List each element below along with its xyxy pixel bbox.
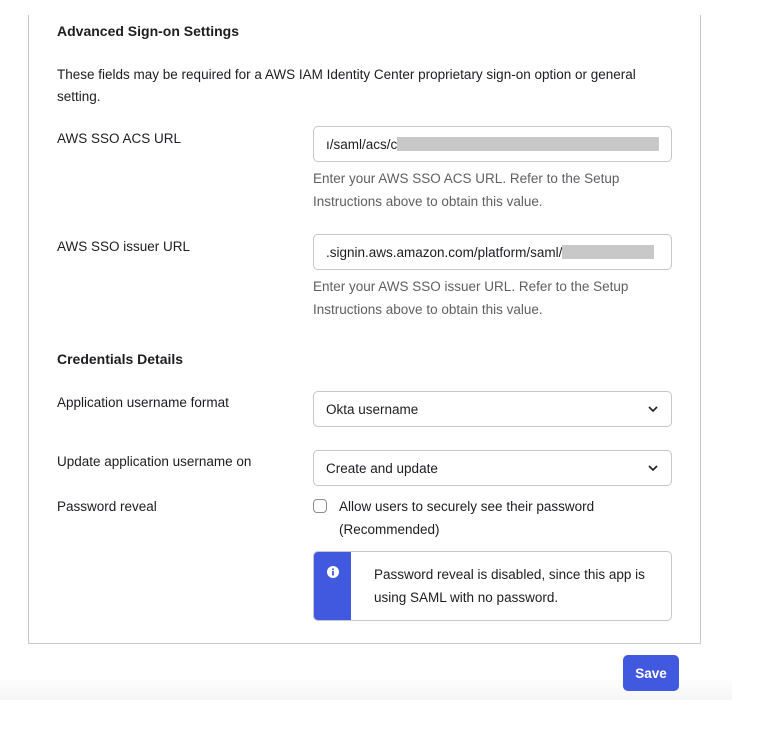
chevron-down-icon	[647, 403, 659, 415]
acs-url-help: Enter your AWS SSO ACS URL. Refer to the Setup Instructions above to obtain this value.	[313, 171, 620, 209]
acs-url-value: ı/saml/acs/с	[326, 136, 398, 152]
username-format-select[interactable]	[313, 391, 672, 427]
password-reveal-checkbox-label: Allow users to securely see their password (Recommended)	[339, 499, 595, 537]
issuer-url-value: .signin.aws.amazon.com/platform/saml/	[326, 244, 563, 260]
password-reveal-option[interactable]	[313, 496, 673, 541]
update-on-value: Create and update	[326, 460, 438, 476]
password-reveal-checkbox[interactable]	[313, 499, 327, 513]
password-reveal-label: Password reveal	[57, 499, 157, 514]
advanced-signon-description: These fields may be required for a AWS IAM Identity Center proprietary sign-on option or general setting.	[57, 67, 636, 104]
callout-accent-bar	[314, 552, 351, 620]
save-button[interactable]: Save	[623, 655, 679, 691]
update-on-label: Update application username on	[57, 454, 252, 469]
password-reveal-callout	[313, 551, 672, 621]
credentials-title: Credentials Details	[57, 351, 184, 367]
username-format-label: Application username format	[57, 395, 229, 410]
settings-panel	[28, 15, 701, 644]
issuer-url-input[interactable]	[313, 234, 672, 270]
issuer-url-help: Enter your AWS SSO issuer URL. Refer to the Setup Instructions above to obtain this value.	[313, 279, 629, 317]
advanced-signon-title: Advanced Sign-on Settings	[57, 23, 240, 39]
username-format-value: Okta username	[326, 401, 419, 417]
chevron-down-icon	[647, 462, 659, 474]
callout-text: Password reveal is disabled, since this app is using SAML with no password.	[374, 567, 645, 605]
issuer-url-label: AWS SSO issuer URL	[57, 239, 191, 254]
acs-url-label: AWS SSO ACS URL	[57, 131, 182, 146]
redacted-block	[397, 137, 659, 151]
info-icon	[327, 565, 339, 620]
update-on-select[interactable]	[313, 450, 672, 486]
redacted-block	[562, 245, 654, 259]
acs-url-input[interactable]	[313, 126, 672, 162]
